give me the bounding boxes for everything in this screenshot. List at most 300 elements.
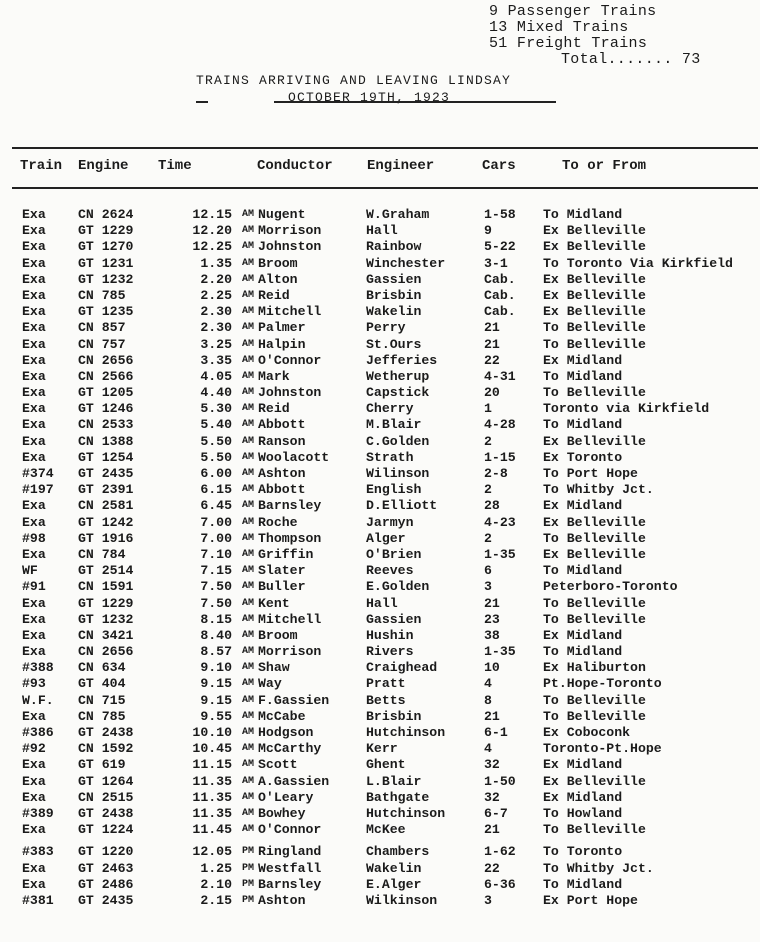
document-title <box>196 73 556 105</box>
to-or-from-cell: Ex Midland <box>543 757 623 773</box>
ampm-cell: AM <box>242 646 255 658</box>
conductor-cell: Mitchell <box>258 611 322 627</box>
cars-cell: 3 <box>484 579 492 595</box>
cars-cell: Cab. <box>484 271 516 287</box>
conductor-cell: Abbott <box>258 482 306 498</box>
ampm-cell: AM <box>242 419 255 431</box>
ampm-cell: AM <box>242 241 255 253</box>
engineer-cell: Rainbow <box>366 239 422 255</box>
to-or-from-cell: Ex Belleville <box>543 287 646 303</box>
header-conductor: Conductor <box>257 158 333 174</box>
conductor-cell: Johnston <box>258 385 322 401</box>
to-or-from-cell: To Toronto Via Kirkfield <box>543 255 733 271</box>
header-time: Time <box>158 158 192 174</box>
time-cell: 9.10 <box>200 660 232 676</box>
time-cell: 6.15 <box>200 482 232 498</box>
conductor-cell: Nugent <box>258 207 306 222</box>
cars-cell: 6-1 <box>484 725 508 740</box>
train-cell: #91 <box>22 579 46 595</box>
cars-cell: 5-22 <box>484 239 516 255</box>
conductor-cell: Mitchell <box>258 304 322 320</box>
train-cell: WF <box>22 563 38 579</box>
engineer-cell: O'Brien <box>366 546 422 562</box>
time-cell: 3.35 <box>200 352 232 368</box>
engineer-cell: Wakelin <box>366 860 422 876</box>
ampm-cell: AM <box>242 500 255 512</box>
engine-cell: GT 404 <box>78 676 126 692</box>
ampm-cell: AM <box>242 775 255 787</box>
engineer-cell: Ghent <box>366 757 406 773</box>
ampm-cell: AM <box>242 727 255 738</box>
engine-cell: GT 1242 <box>78 514 134 530</box>
engine-cell: CN 785 <box>78 708 126 724</box>
ampm-cell: AM <box>242 710 255 722</box>
conductor-cell: Slater <box>258 563 306 579</box>
train-cell: Exa <box>22 876 46 892</box>
engine-cell: GT 2463 <box>78 860 134 876</box>
cars-cell: 1-50 <box>484 773 516 789</box>
cars-cell: 21 <box>484 822 500 838</box>
conductor-cell: Thompson <box>258 530 322 546</box>
table-row <box>0 337 760 353</box>
table-row <box>0 434 760 450</box>
train-cell: #197 <box>22 482 54 498</box>
train-cell: Exa <box>22 271 46 287</box>
time-cell: 9.55 <box>200 708 232 724</box>
ampm-cell: AM <box>242 759 255 771</box>
header-train: Train <box>20 158 63 174</box>
table-row <box>0 612 760 628</box>
ampm-cell: AM <box>242 451 255 463</box>
header-engineer: Engineer <box>367 158 435 174</box>
table-row <box>0 450 760 466</box>
time-cell: 5.50 <box>200 433 232 449</box>
time-cell: 7.50 <box>200 579 232 595</box>
time-cell: 7.00 <box>200 514 232 530</box>
time-cell: 5.40 <box>200 417 232 433</box>
time-cell: 3.25 <box>200 336 232 352</box>
conductor-cell: Mark <box>258 368 290 384</box>
to-or-from-cell: To Belleville <box>543 822 646 838</box>
to-or-from-cell: To Belleville <box>543 595 646 611</box>
cars-cell: 20 <box>484 385 500 401</box>
engine-cell: GT 1229 <box>78 223 134 239</box>
engine-cell: CN 2533 <box>78 417 134 433</box>
ampm-cell: AM <box>242 532 255 544</box>
cars-cell: 3-1 <box>484 255 508 271</box>
header-cars: Cars <box>482 158 516 174</box>
conductor-cell: Morrison <box>258 644 322 660</box>
train-cell: Exa <box>22 320 46 336</box>
to-or-from-cell: Ex Belleville <box>543 546 646 562</box>
engineer-cell: L.Blair <box>366 773 422 789</box>
cars-cell: 4-28 <box>484 417 516 433</box>
table-row <box>0 757 760 773</box>
engineer-cell: E.Golden <box>366 579 430 595</box>
conductor-cell: Morrison <box>258 223 322 239</box>
conductor-cell: Buller <box>258 579 306 595</box>
cars-cell: Cab. <box>484 304 516 320</box>
engineer-cell: M.Blair <box>366 417 422 433</box>
conductor-cell: Ashton <box>258 892 306 908</box>
engine-cell: CN 1592 <box>78 741 134 757</box>
ampm-cell: AM <box>242 273 255 285</box>
table-row <box>0 877 760 893</box>
engine-cell: GT 1264 <box>78 773 134 789</box>
engineer-cell: W.Graham <box>366 207 430 222</box>
ampm-cell: AM <box>242 289 255 301</box>
time-cell: 2.30 <box>200 320 232 336</box>
engine-cell: GT 619 <box>78 757 126 773</box>
cars-cell: 21 <box>484 320 500 336</box>
engine-cell: GT 2435 <box>78 892 134 908</box>
to-or-from-cell: Toronto via Kirkfield <box>543 401 710 417</box>
ampm-cell: AM <box>242 581 255 593</box>
engineer-cell: Jarmyn <box>366 514 414 530</box>
train-table-body <box>0 207 760 909</box>
conductor-cell: F.Gassien <box>258 692 330 708</box>
engine-cell: GT 1220 <box>78 844 134 860</box>
ampm-cell: PM <box>242 846 255 858</box>
title-line-2: OCTOBER 19TH, 1923 <box>288 90 451 105</box>
cars-cell: 22 <box>484 352 500 368</box>
engine-cell: GT 2486 <box>78 876 134 892</box>
table-row <box>0 401 760 417</box>
train-cell: Exa <box>22 860 46 876</box>
engine-cell: CN 634 <box>78 660 126 676</box>
time-cell: 7.15 <box>200 563 232 579</box>
to-or-from-cell: To Belleville <box>543 692 646 708</box>
ampm-cell: PM <box>242 878 255 890</box>
train-cell: Exa <box>22 239 46 255</box>
table-row <box>0 579 760 595</box>
table-row <box>0 385 760 401</box>
engineer-cell: Wilkinson <box>366 892 438 908</box>
conductor-cell: Alton <box>258 271 298 287</box>
table-row <box>0 844 760 860</box>
table-row <box>0 304 760 320</box>
to-or-from-cell: Ex Midland <box>543 789 623 805</box>
engineer-cell: Winchester <box>366 255 446 271</box>
to-or-from-cell: Ex Belleville <box>543 433 646 449</box>
time-cell: 12.25 <box>192 239 232 255</box>
cars-cell: 1-35 <box>484 546 516 562</box>
engine-cell: CN 857 <box>78 320 126 336</box>
conductor-cell: Bowhey <box>258 805 306 821</box>
cars-cell: 21 <box>484 595 500 611</box>
to-or-from-cell: Ex Midland <box>543 498 623 514</box>
engine-cell: CN 1591 <box>78 579 134 595</box>
ampm-cell: AM <box>242 338 255 350</box>
cars-cell: Cab. <box>484 287 516 303</box>
train-cell: Exa <box>22 595 46 611</box>
engine-cell: CN 2581 <box>78 498 134 514</box>
engineer-cell: Wetherup <box>366 368 430 384</box>
table-row <box>0 239 760 255</box>
cars-cell: 6 <box>484 563 492 579</box>
engineer-cell: E.Alger <box>366 876 422 892</box>
engine-cell: GT 1270 <box>78 239 134 255</box>
engine-cell: GT 1229 <box>78 595 134 611</box>
engine-cell: GT 2514 <box>78 563 134 579</box>
train-cell: Exa <box>22 368 46 384</box>
to-or-from-cell: To Belleville <box>543 611 646 627</box>
table-row <box>0 288 760 304</box>
conductor-cell: Barnsley <box>258 498 322 514</box>
engine-cell: GT 1246 <box>78 401 134 417</box>
ampm-cell: AM <box>242 629 255 641</box>
engine-cell: GT 1224 <box>78 822 134 838</box>
conductor-cell: Shaw <box>258 660 290 676</box>
engine-cell: CN 757 <box>78 336 126 352</box>
conductor-cell: Abbott <box>258 417 306 433</box>
engine-cell: CN 2515 <box>78 789 134 805</box>
train-cell: Exa <box>22 773 46 789</box>
engine-cell: GT 1916 <box>78 530 134 546</box>
to-or-from-cell: Ex Port Hope <box>543 892 638 908</box>
train-cell: Exa <box>22 352 46 368</box>
train-cell: Exa <box>22 498 46 514</box>
engine-cell: GT 1254 <box>78 449 134 465</box>
train-cell: Exa <box>22 627 46 643</box>
to-or-from-cell: Ex Belleville <box>543 304 646 320</box>
train-cell: Exa <box>22 514 46 530</box>
table-row <box>0 628 760 644</box>
train-cell: Exa <box>22 757 46 773</box>
header-top-rule <box>12 147 758 149</box>
time-cell: 1.35 <box>200 255 232 271</box>
time-cell: 4.05 <box>200 368 232 384</box>
engineer-cell: Brisbin <box>366 287 422 303</box>
header-to-or-from: To or From <box>562 158 647 174</box>
time-cell: 2.25 <box>200 287 232 303</box>
to-or-from-cell: Ex Coboconk <box>543 725 631 740</box>
table-header <box>0 158 760 178</box>
ampm-cell: AM <box>242 370 255 382</box>
train-cell: #383 <box>22 844 54 860</box>
train-cell: #386 <box>22 725 54 740</box>
time-cell: 9.15 <box>200 676 232 692</box>
ampm-cell: AM <box>242 516 255 528</box>
ampm-cell: AM <box>242 662 255 674</box>
ampm-cell: PM <box>242 862 255 874</box>
train-cell: Exa <box>22 255 46 271</box>
conductor-cell: Johnston <box>258 239 322 255</box>
to-or-from-cell: To Belleville <box>543 708 646 724</box>
train-cell: #381 <box>22 892 54 908</box>
summary-total: Total....... 73 <box>561 51 701 68</box>
engineer-cell: McKee <box>366 822 406 838</box>
time-cell: 4.40 <box>200 385 232 401</box>
to-or-from-cell: To Midland <box>543 644 623 660</box>
ampm-cell: AM <box>242 613 255 625</box>
engineer-cell: Wakelin <box>366 304 422 320</box>
train-cell: Exa <box>22 546 46 562</box>
time-cell: 10.45 <box>192 741 232 757</box>
table-row <box>0 256 760 272</box>
time-cell: 11.35 <box>192 789 232 805</box>
ampm-cell: AM <box>242 468 255 479</box>
ampm-cell: AM <box>242 435 255 447</box>
conductor-cell: Ashton <box>258 466 306 481</box>
engineer-cell: Chambers <box>366 844 430 860</box>
to-or-from-cell: To Howland <box>543 805 623 821</box>
train-summary <box>489 4 701 68</box>
time-cell: 10.10 <box>192 725 232 740</box>
train-cell: Exa <box>22 433 46 449</box>
conductor-cell: Westfall <box>258 860 322 876</box>
engineer-cell: Gassien <box>366 271 422 287</box>
engine-cell: GT 2435 <box>78 466 134 481</box>
engine-cell: GT 1231 <box>78 255 134 271</box>
ampm-cell: AM <box>242 824 255 836</box>
cars-cell: 21 <box>484 708 500 724</box>
to-or-from-cell: To Midland <box>543 876 623 892</box>
engine-cell: GT 2391 <box>78 482 134 498</box>
summary-mixed: 13 Mixed Trains <box>489 19 629 36</box>
conductor-cell: Scott <box>258 757 298 773</box>
table-row <box>0 466 760 482</box>
engineer-cell: Capstick <box>366 385 430 401</box>
engineer-cell: Reeves <box>366 563 414 579</box>
title-underline <box>274 101 556 103</box>
table-row <box>0 660 760 676</box>
time-cell: 8.15 <box>200 611 232 627</box>
to-or-from-cell: Toronto-Pt.Hope <box>543 741 662 757</box>
engineer-cell: Bathgate <box>366 789 430 805</box>
train-cell: Exa <box>22 789 46 805</box>
conductor-cell: O'Connor <box>258 352 322 368</box>
to-or-from-cell: To Midland <box>543 563 623 579</box>
cars-cell: 21 <box>484 336 500 352</box>
table-row <box>0 693 760 709</box>
engine-cell: GT 1235 <box>78 304 134 320</box>
engineer-cell: St.Ours <box>366 336 422 352</box>
time-cell: 6.45 <box>200 498 232 514</box>
engineer-cell: Cherry <box>366 401 414 417</box>
engine-cell: CN 3421 <box>78 627 134 643</box>
time-cell: 12.20 <box>192 223 232 239</box>
to-or-from-cell: To Toronto <box>543 844 623 860</box>
train-cell: Exa <box>22 207 46 222</box>
cars-cell: 3 <box>484 892 492 908</box>
engine-cell: CN 2656 <box>78 352 134 368</box>
engineer-cell: Hutchinson <box>366 805 446 821</box>
time-cell: 2.10 <box>200 876 232 892</box>
table-row <box>0 531 760 547</box>
train-cell: Exa <box>22 822 46 838</box>
engine-cell: CN 715 <box>78 692 126 708</box>
table-row <box>0 369 760 385</box>
engine-cell: CN 784 <box>78 546 126 562</box>
engineer-cell: Perry <box>366 320 406 336</box>
table-row <box>0 563 760 579</box>
ampm-cell: AM <box>242 387 255 399</box>
table-row <box>0 515 760 531</box>
cars-cell: 23 <box>484 611 500 627</box>
time-cell: 5.50 <box>200 449 232 465</box>
table-row <box>0 676 760 692</box>
conductor-cell: Broom <box>258 627 298 643</box>
conductor-cell: Broom <box>258 255 298 271</box>
to-or-from-cell: Ex Belleville <box>543 773 646 789</box>
train-cell: W.F. <box>22 692 54 708</box>
table-row <box>0 725 760 741</box>
train-cell: Exa <box>22 449 46 465</box>
cars-cell: 28 <box>484 498 500 514</box>
ampm-cell: AM <box>242 322 255 334</box>
table-row <box>0 774 760 790</box>
engineer-cell: Brisbin <box>366 708 422 724</box>
ampm-cell: AM <box>242 807 255 819</box>
time-cell: 7.50 <box>200 595 232 611</box>
cars-cell: 4 <box>484 676 492 692</box>
engineer-cell: Rivers <box>366 644 414 660</box>
ampm-cell: AM <box>242 306 255 318</box>
table-row <box>0 741 760 757</box>
time-cell: 11.35 <box>192 773 232 789</box>
engine-cell: CN 2656 <box>78 644 134 660</box>
conductor-cell: Palmer <box>258 320 306 336</box>
engineer-cell: Gassien <box>366 611 422 627</box>
engineer-cell: Hushin <box>366 627 414 643</box>
conductor-cell: Halpin <box>258 336 306 352</box>
cars-cell: 4-31 <box>484 368 516 384</box>
engine-cell: GT 2438 <box>78 805 134 821</box>
time-cell: 2.15 <box>200 892 232 908</box>
ampm-cell: AM <box>242 597 255 609</box>
train-cell: #98 <box>22 530 46 546</box>
ampm-cell: AM <box>242 743 255 755</box>
cars-cell: 4-23 <box>484 514 516 530</box>
table-row <box>0 790 760 806</box>
conductor-cell: O'Leary <box>258 789 314 805</box>
ampm-cell: AM <box>242 209 255 220</box>
to-or-from-cell: Ex Belleville <box>543 271 646 287</box>
engineer-cell: Hutchinson <box>366 725 446 740</box>
to-or-from-cell: To Belleville <box>543 385 646 401</box>
table-row <box>0 223 760 239</box>
to-or-from-cell: To Port Hope <box>543 466 638 481</box>
engineer-cell: Craighead <box>366 660 438 676</box>
train-cell: #93 <box>22 676 46 692</box>
ampm-cell: AM <box>242 694 255 706</box>
to-or-from-cell: Ex Belleville <box>543 514 646 530</box>
engine-cell: GT 1205 <box>78 385 134 401</box>
cars-cell: 1-15 <box>484 449 516 465</box>
to-or-from-cell: To Belleville <box>543 336 646 352</box>
table-row <box>0 272 760 288</box>
train-cell: Exa <box>22 644 46 660</box>
summary-freight: 51 Freight Trains <box>489 35 648 52</box>
engineer-cell: Wilinson <box>366 466 430 481</box>
to-or-from-cell: To Midland <box>543 368 623 384</box>
summary-passenger: 9 Passenger Trains <box>489 3 657 20</box>
engineer-cell: Hall <box>366 595 398 611</box>
cars-cell: 9 <box>484 223 492 239</box>
train-cell: Exa <box>22 304 46 320</box>
engine-cell: GT 1232 <box>78 611 134 627</box>
ampm-cell: AM <box>242 484 255 496</box>
table-row <box>0 353 760 369</box>
time-cell: 8.40 <box>200 627 232 643</box>
engineer-cell: C.Golden <box>366 433 430 449</box>
time-cell: 7.00 <box>200 530 232 546</box>
time-cell: 11.35 <box>192 805 232 821</box>
cars-cell: 6-36 <box>484 876 516 892</box>
time-cell: 11.45 <box>192 822 232 838</box>
train-cell: #92 <box>22 741 46 757</box>
